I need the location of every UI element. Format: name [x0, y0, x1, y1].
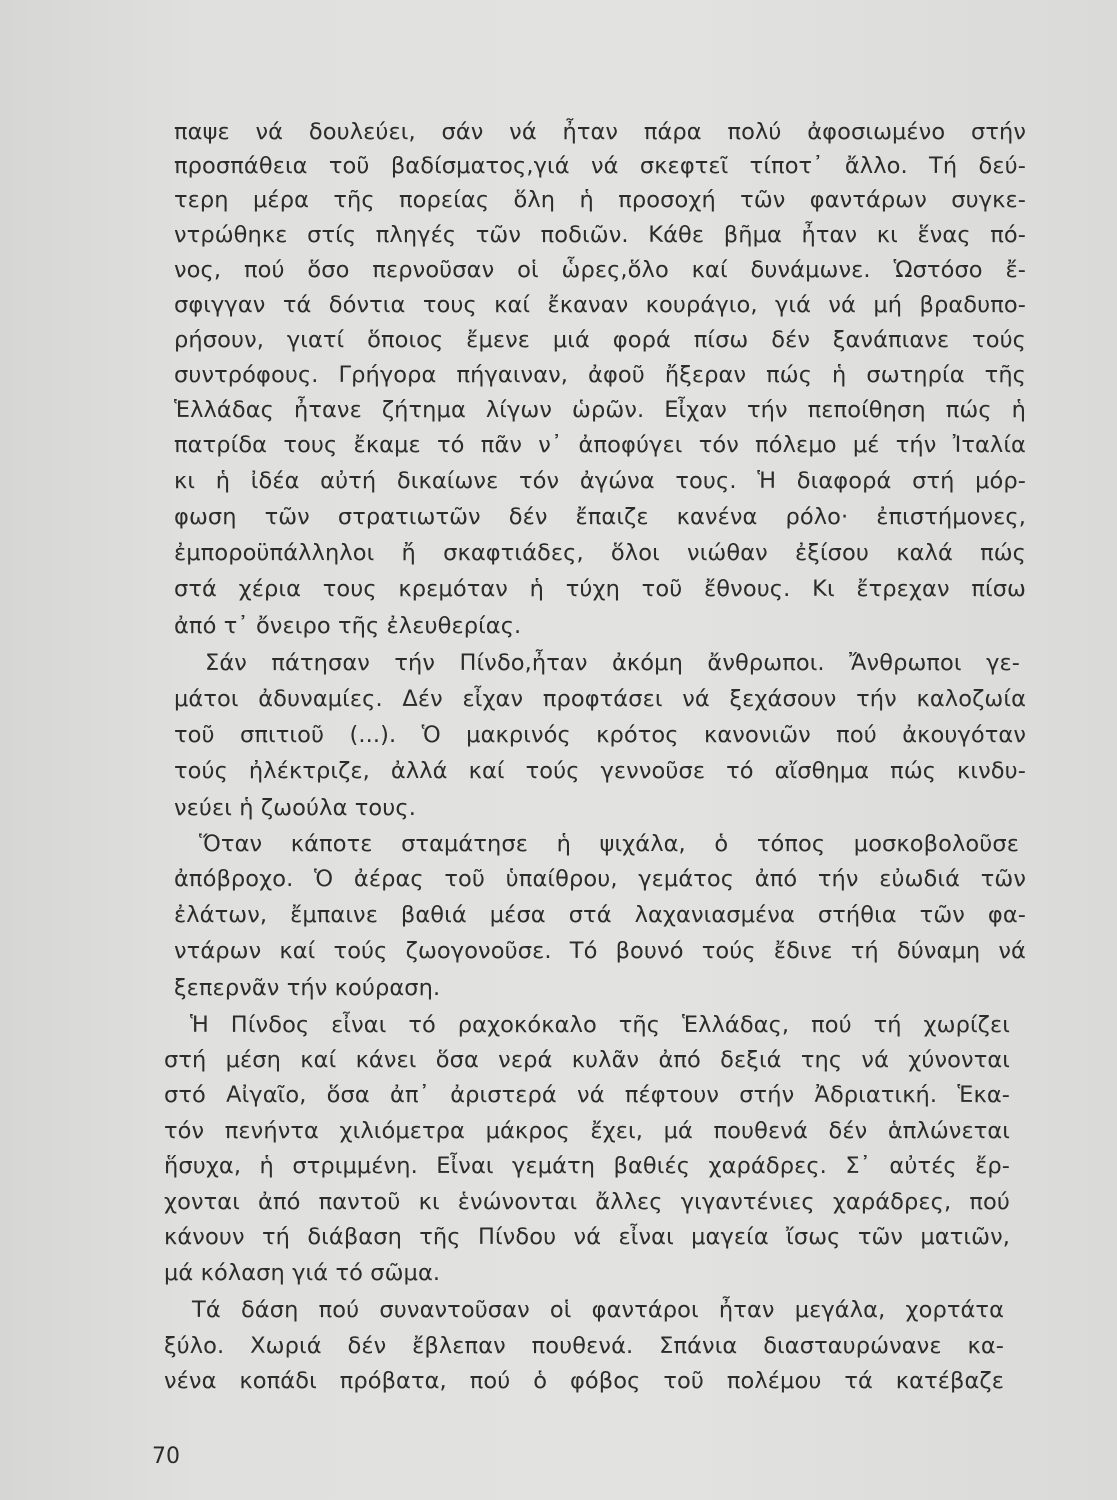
text-line: χονται ἀπό παντοῦ κι ἑνώνονται ἄλλες γιγαντένιες χαράδρες, πού [164, 1189, 1010, 1215]
text-line: Ὅταν κάποτε σταμάτησε ἡ ψιχάλα, ὁ τόπος μοσκοβολοῦσε [199, 831, 1019, 857]
text-line: ρήσουν, γιατί ὅποιος ἔμενε μιά φορά πίσω δέν ξανάπιανε τούς [174, 327, 1026, 353]
text-line: Ἑλλάδας ἦτανε ζήτημα λίγων ὡρῶν. Εἶχαν τήν πεποίθηση πώς ἡ [174, 397, 1026, 423]
text-line: φωση τῶν στρατιωτῶν δέν ἔπαιζε κανένα ρόλο· ἐπιστήμονες, [174, 504, 1026, 530]
text-line: σφιγγαν τά δόντια τους καί ἔκαναν κουράγιο, γιά νά μή βραδυπο- [174, 292, 1026, 318]
text-line: ξύλο. Χωριά δέν ἔβλεπαν πουθενά. Σπάνια διασταυρώνανε κα- [164, 1333, 1004, 1359]
text-line: τούς ἠλέκτριζε, ἀλλά καί τούς γεννοῦσε τό αἴσθημα πώς κινδυ- [174, 758, 1026, 784]
text-line: Ἡ Πίνδος εἶναι τό ραχοκόκαλο τῆς Ἑλλάδας, πού τή χωρίζει [190, 1012, 1010, 1038]
text-line: συντρόφους. Γρήγορα πήγαιναν, ἀφοῦ ἤξεραν πώς ἡ σωτηρία τῆς [174, 362, 1026, 388]
text-line: κι ἡ ἰδέα αὐτή δικαίωνε τόν ἀγώνα τους. Ἡ διαφορά στή μόρ- [174, 468, 1026, 494]
text-line: ντάρων καί τούς ζωογονοῦσε. Τό βουνό τούς ἔδινε τή δύναμη νά [174, 938, 1026, 964]
text-line: ἀπό τ᾿ ὄνειρο τῆς ἐλευθερίας. [174, 613, 522, 639]
text-line: ἐμποροϋπάλληλοι ἤ σκαφτιάδες, ὅλοι νιώθαν ἐξίσου καλά πώς [174, 540, 1026, 566]
text-line: κάνουν τή διάβαση τῆς Πίνδου νά εἶναι μαγεία ἴσως τῶν ματιῶν, [164, 1224, 1010, 1250]
text-line: προσπάθεια τοῦ βαδίσματος,γιά νά σκεφτεῖ τίποτ᾿ ἄλλο. Τή δεύ- [174, 153, 1026, 179]
text-line: ντρώθηκε στίς πληγές τῶν ποδιῶν. Κάθε βῆμα ἦταν κι ἕνας πό- [174, 222, 1026, 248]
text-line: πατρίδα τους ἔκαμε τό πᾶν ν᾿ ἀποφύγει τόν πόλεμο μέ τήν Ἰταλία [174, 432, 1026, 458]
text-line: στή μέση καί κάνει ὅσα νερά κυλᾶν ἀπό δεξιά της νά χύνονται [164, 1047, 1010, 1073]
page-number: 70 [152, 1444, 180, 1469]
text-line: στό Αἰγαῖο, ὅσα ἀπ᾿ ἀριστερά νά πέφτουν στήν Ἀδριατική. Ἑκα- [164, 1082, 1010, 1108]
text-line: τοῦ σπιτιοῦ (...). Ὁ μακρινός κρότος κανονιῶν πού ἀκουγόταν [174, 722, 1026, 748]
text-line: ἐλάτων, ἔμπαινε βαθιά μέσα στά λαχανιασμένα στήθια τῶν φα- [174, 902, 1026, 928]
text-line: τόν πενήντα χιλιόμετρα μάκρος ἔχει, μά πουθενά δέν ἁπλώνεται [164, 1118, 1010, 1144]
text-line: στά χέρια τους κρεμόταν ἡ τύχη τοῦ ἔθνους. Κι ἔτρεχαν πίσω [174, 576, 1026, 602]
text-line: τερη μέρα τῆς πορείας ὅλη ἡ προσοχή τῶν φαντάρων συγκε- [174, 187, 1026, 213]
text-line: Τά δάση πού συναντοῦσαν οἱ φαντάροι ἦταν μεγάλα, χορτάτα [192, 1297, 1004, 1323]
text-line: ἥσυχα, ἡ στριμμένη. Εἶναι γεμάτη βαθιές χαράδρες. Σ᾿ αὐτές ἔρ- [164, 1153, 1010, 1179]
text-line: μά κόλαση γιά τό σῶμα. [164, 1260, 441, 1286]
text-line: νεύει ἡ ζωούλα τους. [174, 795, 416, 821]
text-line: μάτοι ἀδυναμίες. Δέν εἶχαν προφτάσει νά ξεχάσουν τήν καλοζωία [174, 686, 1026, 712]
text-line: παψε νά δουλεύει, σάν νά ἦταν πάρα πολύ ἀφοσιωμένο στήν [174, 119, 1026, 145]
text-line: ἀπόβροχο. Ὁ ἀέρας τοῦ ὑπαίθρου, γεμάτος ἀπό τήν εὐωδιά τῶν [174, 866, 1026, 892]
text-line: νένα κοπάδι πρόβατα, πού ὁ φόβος τοῦ πολέμου τά κατέβαζε [164, 1368, 1004, 1394]
text-line: Σάν πάτησαν τήν Πίνδο,ἦταν ἀκόμη ἄνθρωποι. Ἄνθρωποι γε- [205, 650, 1020, 676]
text-line: ξεπερνᾶν τήν κούραση. [174, 975, 441, 1001]
text-line: νος, πού ὅσο περνοῦσαν οἱ ὧρες,ὅλο καί δυνάμωνε. Ὡστόσο ἔ- [174, 257, 1026, 283]
